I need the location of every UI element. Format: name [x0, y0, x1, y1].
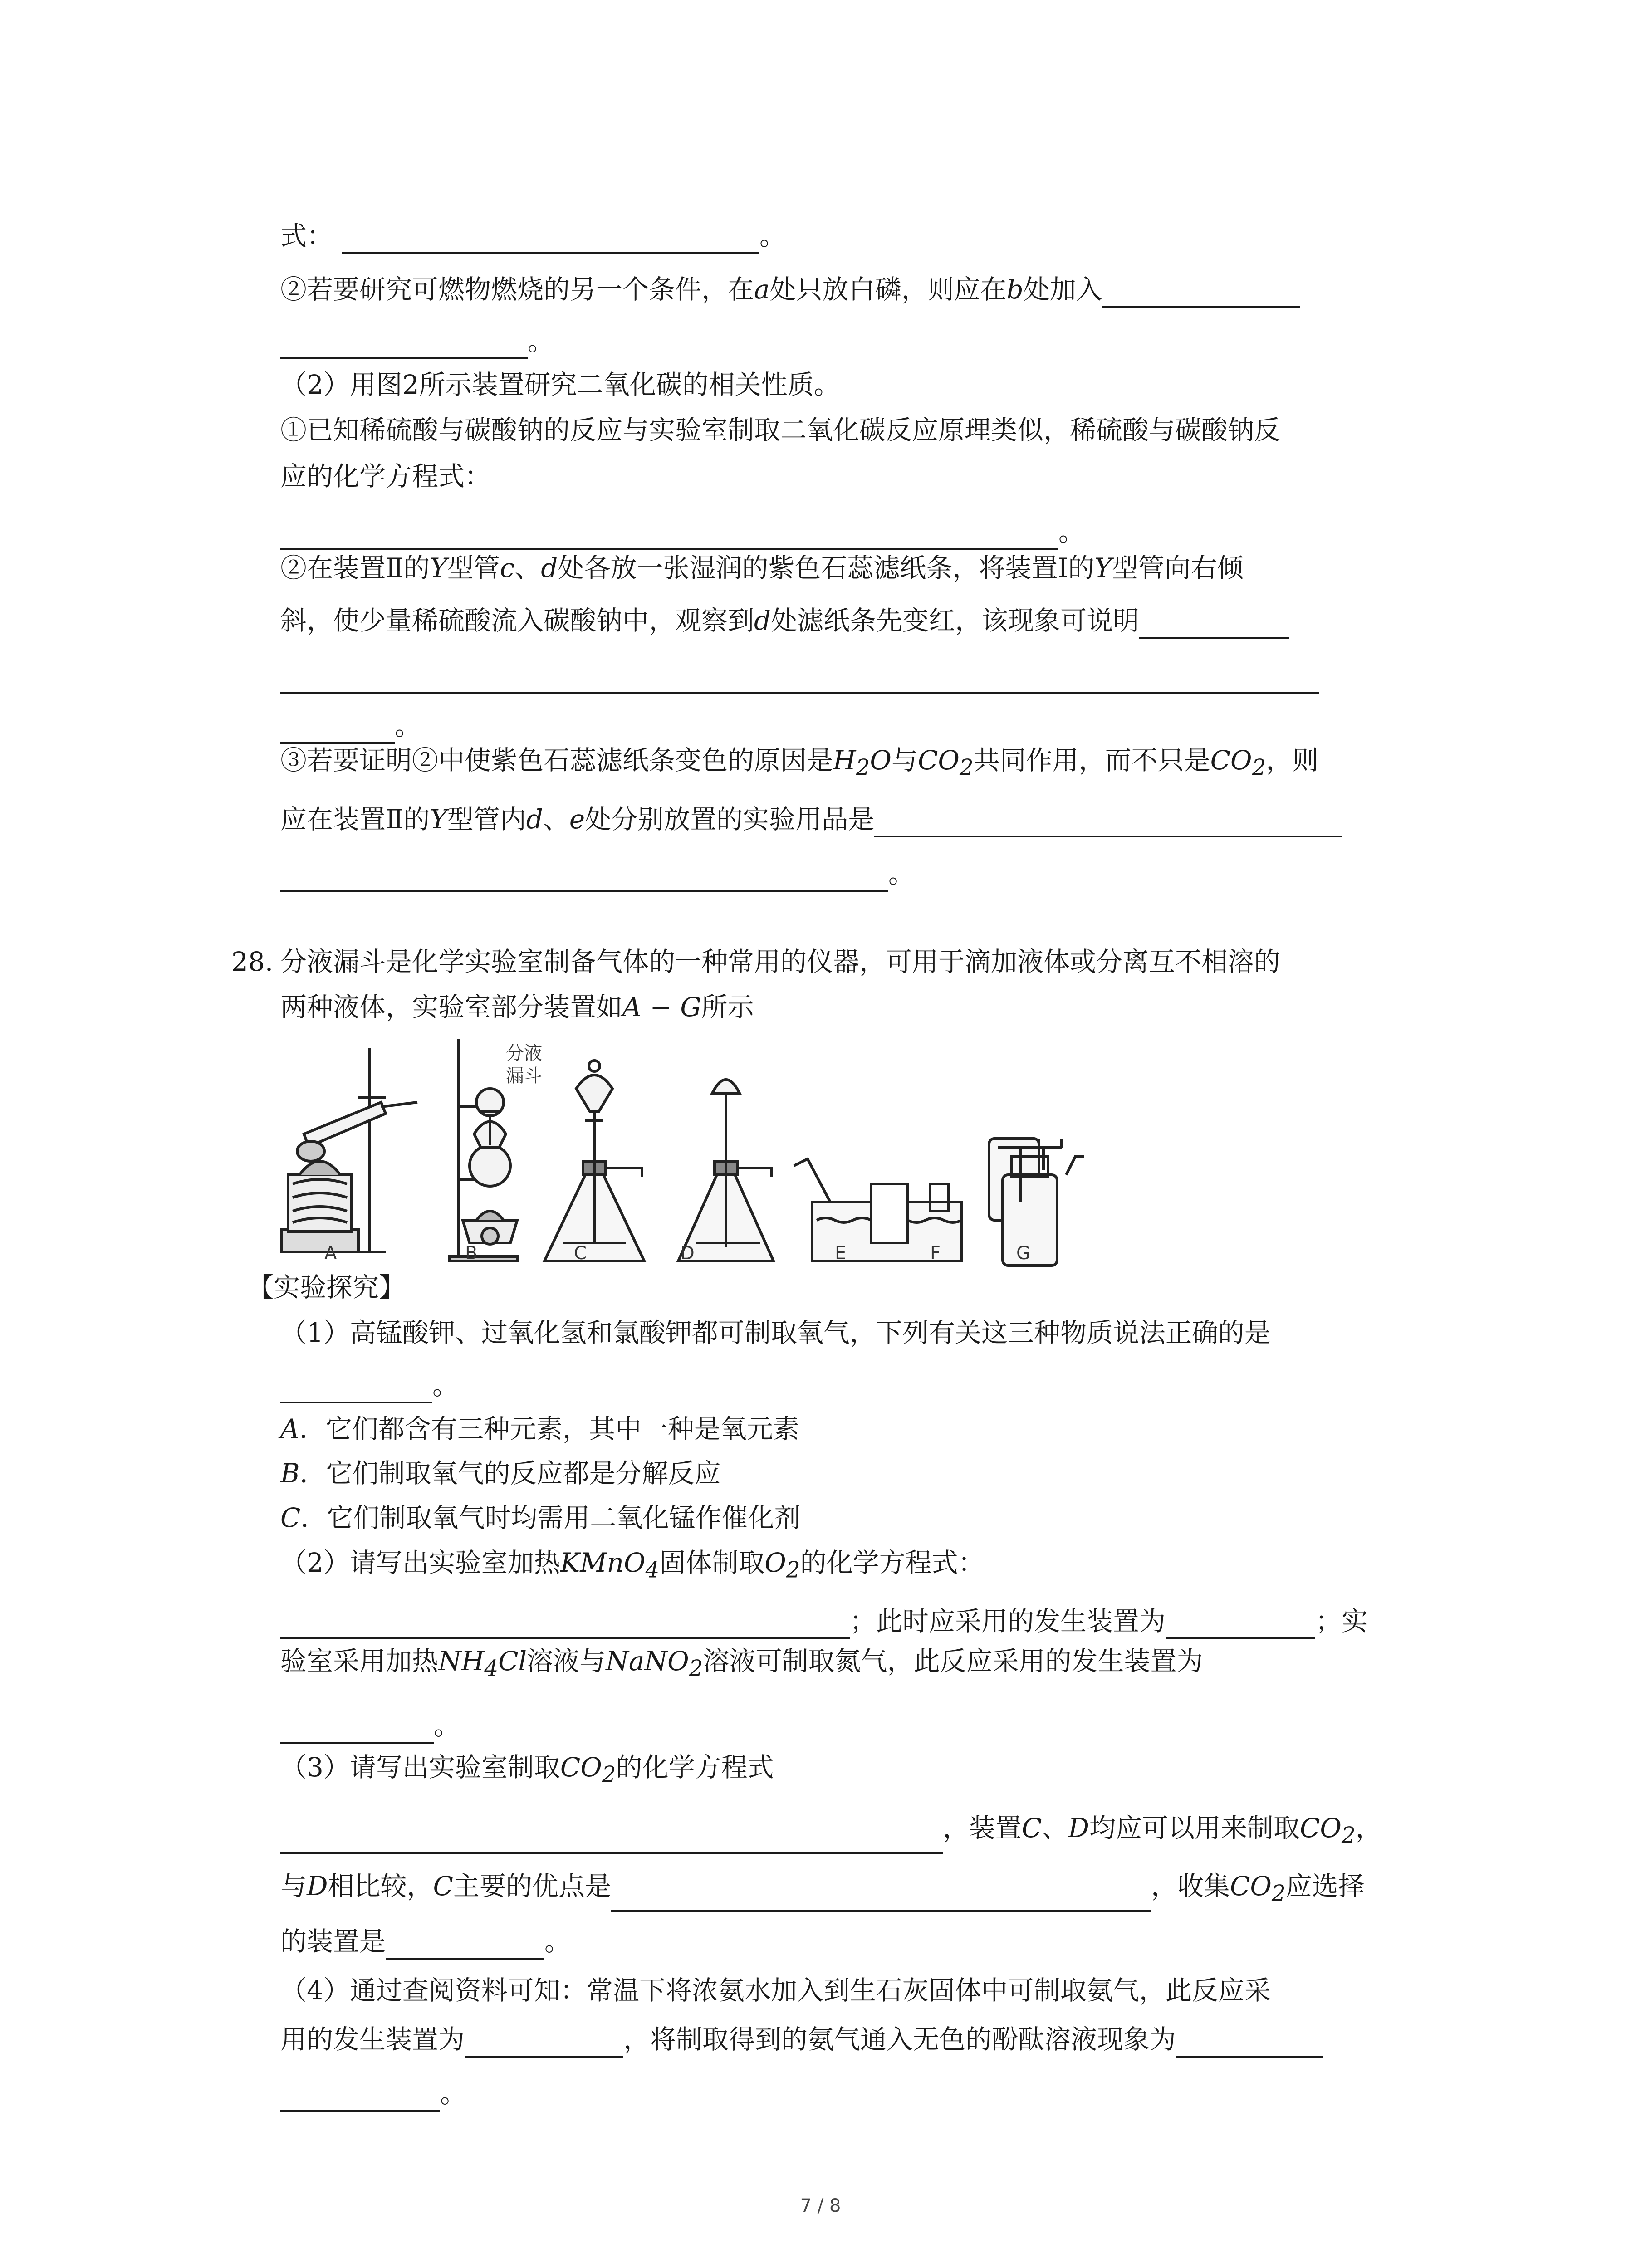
- q27-line-11: 。: [280, 708, 421, 744]
- q27-line-6: 应的化学方程式：: [280, 461, 491, 492]
- figure-label-c: C: [574, 1243, 587, 1264]
- q28-part3-line2: ，装置C、D均应可以用来制取$CO_2$，: [280, 1810, 1382, 1854]
- q28-part3: （3）请写出实验室制取$CO_2$的化学方程式: [280, 1752, 774, 1788]
- answer-blank[interactable]: [280, 2081, 440, 2112]
- figure-label-a: A: [324, 1243, 337, 1264]
- figure-label-g: G: [1016, 1243, 1030, 1264]
- answer-blank[interactable]: [280, 1823, 943, 1854]
- answer-blank[interactable]: [280, 861, 888, 892]
- q28-part1-answer: 。: [280, 1367, 459, 1403]
- q28-part4-line3: 。: [280, 2075, 466, 2112]
- apparatus-c: [544, 1061, 644, 1261]
- q27-line-12: ③若要证明②中使紫色石蕊滤纸条变色的原因是$H_2O$与$CO_2$共同作用，而不只是$CO_2$，则: [280, 745, 1319, 781]
- answer-blank[interactable]: [1102, 277, 1300, 308]
- q27-line-1: 式： 。: [280, 218, 786, 254]
- answer-blank[interactable]: [386, 1929, 544, 1960]
- option-c[interactable]: C．它们制取氧气时均需用二氧化锰作催化剂: [280, 1502, 801, 1533]
- q27-line-14: 。: [280, 855, 915, 892]
- q27-line-2: ②若要研究可燃物燃烧的另一个条件，在a处只放白磷，则应在b处加入: [280, 271, 1300, 308]
- figure-label-f: F: [930, 1243, 941, 1264]
- q27-line-7: 。: [280, 513, 1085, 550]
- q27-line-4: （2）用图2所示装置研究二氧化碳的相关性质。: [280, 369, 840, 400]
- q27-line-8: ②在装置Ⅱ的Y型管c、d处各放一张湿润的紫色石蕊滤纸条，将装置Ⅰ的Y型管向右倾: [280, 552, 1244, 583]
- q28-part4-line2: 用的发生装置为 ，将制取得到的氨气通入无色的酚酞溶液现象为: [280, 2021, 1323, 2058]
- q28-part2-line2: ；此时应采用的发生装置为 ；实: [280, 1603, 1368, 1639]
- option-a[interactable]: A．它们都含有三种元素，其中一种是氧元素: [280, 1413, 799, 1444]
- q28-part3-line3: 与D相比较，C主要的优点是 ，收集$CO_2$应选择: [280, 1868, 1365, 1912]
- figure-label-d: D: [681, 1243, 695, 1264]
- q27-line-9: 斜，使少量稀硫酸流入碳酸钠中，观察到d处滤纸条先变红，该现象可说明: [280, 602, 1289, 639]
- q27-line-3: 。: [280, 323, 554, 359]
- answer-blank[interactable]: [280, 519, 1058, 550]
- answer-blank[interactable]: [1166, 1608, 1315, 1639]
- q28-line-1: 分液漏斗是化学实验室制备气体的一种常用的仪器，可用于滴加液体或分离互不相溶的: [280, 946, 1281, 977]
- q28-part2-line4: 。: [280, 1707, 460, 1744]
- answer-blank[interactable]: [280, 663, 1319, 694]
- q27-line-5: ①已知稀硫酸与碳酸钠的反应与实验室制取二氧化碳反应原理类似，稀硫酸与碳酸钠反: [280, 415, 1281, 445]
- answer-blank[interactable]: [280, 713, 395, 744]
- figure-label-e: E: [835, 1243, 847, 1264]
- q28-part2: （2）请写出实验室加热KMnO$_4$固体制取$O_2$的化学方程式：: [280, 1547, 985, 1583]
- answer-blank[interactable]: [280, 1373, 432, 1403]
- answer-blank[interactable]: [874, 807, 1342, 837]
- q28-part2-line3: 验室采用加热$NH_4Cl$溶液与NaNO$_2$溶液可制取氮气，此反应采用的发生装置为: [280, 1646, 1203, 1681]
- q28-part1: （1）高锰酸钾、过氧化氢和氯酸钾都可制取氧气，下列有关这三种物质说法正确的是: [280, 1317, 1271, 1348]
- page-number: 7 / 8: [800, 2195, 841, 2216]
- funnel-label-2: 漏斗: [506, 1066, 542, 1086]
- option-b[interactable]: B．它们制取氧气的反应都是分解反应: [280, 1458, 721, 1489]
- q27-line-13: 应在装置Ⅱ的Y型管内d、e处分别放置的实验用品是: [280, 801, 1342, 837]
- answer-blank[interactable]: [280, 1608, 850, 1639]
- q28-part3-line4: 的装置是 。: [280, 1923, 571, 1960]
- q28-part4: （4）通过查阅资料可知：常温下将浓氨水加入到生石灰固体中可制取氨气，此反应采: [280, 1975, 1271, 2006]
- section-title: 【实验探究】: [247, 1272, 406, 1303]
- answer-blank[interactable]: [342, 223, 759, 254]
- answer-blank[interactable]: [1176, 2027, 1323, 2058]
- q28-number: 28.: [231, 946, 274, 977]
- answer-blank[interactable]: [611, 1881, 1151, 1912]
- answer-blank[interactable]: [280, 1713, 434, 1744]
- funnel-label-1: 分液: [506, 1043, 542, 1064]
- figure-label-b: B: [465, 1243, 478, 1264]
- apparatus-figure-g: [994, 1134, 1071, 1279]
- q28-line-2: 两种液体，实验室部分装置如A − G所示: [280, 992, 754, 1022]
- answer-blank[interactable]: [1139, 608, 1289, 639]
- answer-blank[interactable]: [465, 2027, 623, 2058]
- apparatus-a: [281, 1048, 417, 1252]
- apparatus-d: [678, 1080, 774, 1261]
- answer-blank[interactable]: [280, 328, 528, 359]
- q27-line-10: [280, 658, 1319, 694]
